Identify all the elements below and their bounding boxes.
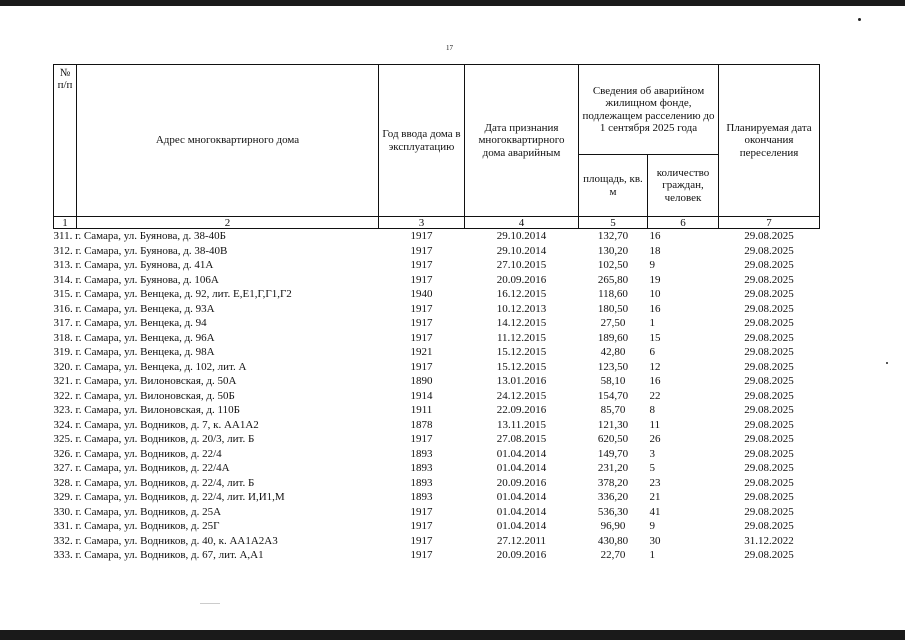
scan-speck <box>886 362 888 364</box>
cell-address <box>54 519 379 534</box>
cell-address <box>54 432 379 447</box>
cell-year: 1917 <box>410 302 433 315</box>
housing-table <box>53 64 820 563</box>
cell-address-text: г. Самара, ул. Водников, д. 40, к. АА1А2А3 <box>75 534 278 547</box>
cell-address <box>54 505 379 520</box>
cell-row-number: 319. <box>53 346 73 359</box>
cell-row-number: 321. <box>53 375 73 388</box>
cell-row-number: 329. <box>53 491 73 504</box>
cell-date: 27.10.2015 <box>496 259 547 272</box>
table-row <box>54 229 820 244</box>
cell-people: 11 <box>649 418 661 431</box>
scan-border-bottom <box>0 630 905 640</box>
cell-row-number: 324. <box>53 418 73 431</box>
cell-address-text: г. Самара, ул. Вилоновская, д. 50А <box>75 375 237 388</box>
cell-area: 620,50 <box>597 433 629 446</box>
cell-end-date: 29.08.2025 <box>744 462 794 475</box>
table-row <box>54 374 820 389</box>
cell-date: 01.04.2014 <box>496 491 547 504</box>
column-index: 6 <box>648 217 719 229</box>
cell-people: 8 <box>649 404 655 417</box>
table-row <box>54 302 820 317</box>
table-row <box>54 403 820 418</box>
cell-address-text: г. Самара, ул. Буянова, д. 38-40В <box>75 244 228 257</box>
header-year: Год ввода дома в эксплуатацию <box>379 65 465 217</box>
column-index: 7 <box>719 217 820 229</box>
cell-year: 1917 <box>410 259 433 272</box>
cell-date: 15.12.2015 <box>496 346 547 359</box>
cell-end-date: 29.08.2025 <box>744 259 794 272</box>
cell-people: 16 <box>649 230 661 243</box>
cell-people: 30 <box>649 534 661 547</box>
cell-address-text: г. Самара, ул. Водников, д. 20/3, лит. Б <box>75 433 255 446</box>
cell-address-text: г. Самара, ул. Водников, д. 22/4А <box>75 462 230 475</box>
cell-area: 378,20 <box>597 476 629 489</box>
table-row <box>54 345 820 360</box>
cell-end-date: 31.12.2022 <box>744 534 794 547</box>
header-num-label: № п/п <box>57 67 73 92</box>
cell-area: 189,60 <box>597 331 629 344</box>
cell-row-number: 333. <box>53 549 73 562</box>
cell-address <box>54 534 379 549</box>
column-index: 5 <box>579 217 648 229</box>
cell-row-number: 314. <box>53 273 73 286</box>
cell-people: 18 <box>649 244 661 257</box>
cell-date: 13.01.2016 <box>496 375 547 388</box>
cell-address <box>54 447 379 462</box>
cell-row-number: 313. <box>53 259 73 272</box>
cell-address <box>54 273 379 288</box>
scan-mark <box>200 603 220 604</box>
cell-end-date: 29.08.2025 <box>744 244 794 257</box>
cell-end-date: 29.08.2025 <box>744 404 794 417</box>
cell-row-number: 317. <box>53 317 73 330</box>
cell-row-number: 312. <box>53 244 73 257</box>
cell-address-text: г. Самара, ул. Буянова, д. 106А <box>75 273 219 286</box>
scan-border-top <box>0 0 905 6</box>
cell-area: 102,50 <box>597 259 629 272</box>
cell-year: 1893 <box>410 491 433 504</box>
cell-people: 26 <box>649 433 661 446</box>
cell-area: 130,20 <box>597 244 629 257</box>
cell-date: 27.12.2011 <box>496 534 547 547</box>
cell-end-date: 29.08.2025 <box>744 317 794 330</box>
cell-address-text: г. Самара, ул. Водников, д. 22/4, лит. И,И1,М <box>75 491 285 504</box>
cell-area: 430,80 <box>597 534 629 547</box>
cell-address <box>54 331 379 346</box>
cell-people: 16 <box>649 375 661 388</box>
header-planned-date: Планируемая дата окончания переселения <box>719 65 820 217</box>
cell-date: 29.10.2014 <box>496 244 547 257</box>
table-row <box>54 461 820 476</box>
cell-area: 132,70 <box>597 230 629 243</box>
cell-date: 29.10.2014 <box>496 230 547 243</box>
table-row <box>54 273 820 288</box>
table-row <box>54 505 820 520</box>
cell-address-text: г. Самара, ул. Водников, д. 22/4 <box>75 447 222 460</box>
cell-date: 27.08.2015 <box>496 433 547 446</box>
cell-year: 1917 <box>410 273 433 286</box>
table-row <box>54 389 820 404</box>
table-row <box>54 360 820 375</box>
cell-date: 14.12.2015 <box>496 317 547 330</box>
table-row <box>54 287 820 302</box>
cell-row-number: 326. <box>53 447 73 460</box>
table-row <box>54 534 820 549</box>
table-row <box>54 258 820 273</box>
cell-address <box>54 461 379 476</box>
table-row <box>54 490 820 505</box>
cell-address-text: г. Самара, ул. Вилоновская, д. 50Б <box>75 389 235 402</box>
cell-end-date: 29.08.2025 <box>744 491 794 504</box>
cell-address <box>54 287 379 302</box>
cell-area: 27,50 <box>600 317 626 330</box>
cell-people: 10 <box>649 288 661 301</box>
cell-end-date: 29.08.2025 <box>744 520 794 533</box>
cell-row-number: 331. <box>53 520 73 533</box>
cell-date: 11.12.2015 <box>496 331 547 344</box>
cell-row-number: 316. <box>53 302 73 315</box>
cell-people: 15 <box>649 331 661 344</box>
cell-area: 180,50 <box>597 302 629 315</box>
cell-address-text: г. Самара, ул. Вилоновская, д. 110Б <box>75 404 240 417</box>
cell-address-text: г. Самара, ул. Буянова, д. 41А <box>75 259 214 272</box>
table-row <box>54 476 820 491</box>
cell-people: 1 <box>649 317 655 330</box>
cell-address <box>54 374 379 389</box>
column-index: 2 <box>77 217 379 229</box>
cell-people: 9 <box>649 520 655 533</box>
cell-date: 01.04.2014 <box>496 462 547 475</box>
cell-people: 41 <box>649 505 661 518</box>
cell-address-text: г. Самара, ул. Венцека, д. 98А <box>75 346 215 359</box>
cell-row-number: 318. <box>53 331 73 344</box>
cell-row-number: 322. <box>53 389 73 402</box>
cell-people: 19 <box>649 273 661 286</box>
cell-year: 1917 <box>410 230 433 243</box>
cell-row-number: 320. <box>53 360 73 373</box>
cell-end-date: 29.08.2025 <box>744 447 794 460</box>
cell-area: 231,20 <box>597 462 629 475</box>
cell-address <box>54 490 379 505</box>
cell-address-text: г. Самара, ул. Венцека, д. 92, лит. Е,Е1,Г,Г1,Г2 <box>75 288 292 301</box>
cell-end-date: 29.08.2025 <box>744 360 794 373</box>
cell-end-date: 29.08.2025 <box>744 346 794 359</box>
cell-year: 1917 <box>410 534 433 547</box>
column-index: 4 <box>465 217 579 229</box>
table-row <box>54 316 820 331</box>
cell-date: 15.12.2015 <box>496 360 547 373</box>
header-area: площадь, кв. м <box>579 155 648 217</box>
cell-year: 1940 <box>410 288 433 301</box>
cell-row-number: 323. <box>53 404 73 417</box>
cell-year: 1917 <box>410 317 433 330</box>
cell-row-number: 311. <box>53 230 73 243</box>
cell-area: 265,80 <box>597 273 629 286</box>
cell-date: 20.09.2016 <box>496 549 547 562</box>
cell-area: 96,90 <box>600 520 626 533</box>
cell-address-text: г. Самара, ул. Водников, д. 7, к. АА1А2 <box>75 418 259 431</box>
cell-address-text: г. Самара, ул. Венцека, д. 102, лит. А <box>75 360 247 373</box>
header-address: Адрес многоквартирного дома <box>77 65 379 217</box>
cell-address <box>54 229 379 244</box>
cell-people: 23 <box>649 476 661 489</box>
cell-area: 149,70 <box>597 447 629 460</box>
cell-row-number: 330. <box>53 505 73 518</box>
cell-address <box>54 302 379 317</box>
cell-year: 1914 <box>410 389 433 402</box>
cell-end-date: 29.08.2025 <box>744 418 794 431</box>
cell-date: 20.09.2016 <box>496 273 547 286</box>
cell-people: 1 <box>649 549 655 562</box>
scan-speck <box>858 18 861 21</box>
cell-year: 1917 <box>410 520 433 533</box>
cell-end-date: 29.08.2025 <box>744 549 794 562</box>
cell-address <box>54 389 379 404</box>
cell-year: 1911 <box>410 404 433 417</box>
cell-area: 58,10 <box>600 375 626 388</box>
cell-address-text: г. Самара, ул. Водников, д. 25Г <box>75 520 220 533</box>
cell-end-date: 29.08.2025 <box>744 375 794 388</box>
cell-address <box>54 548 379 563</box>
cell-end-date: 29.08.2025 <box>744 230 794 243</box>
table-row <box>54 548 820 563</box>
column-index: 3 <box>379 217 465 229</box>
table-row <box>54 331 820 346</box>
cell-date: 10.12.2013 <box>496 302 547 315</box>
header-date-recognized: Дата признания многоквартирного дома аварийным <box>465 65 579 217</box>
cell-year: 1893 <box>410 447 433 460</box>
cell-end-date: 29.08.2025 <box>744 331 794 344</box>
cell-date: 13.11.2015 <box>496 418 547 431</box>
cell-row-number: 327. <box>53 462 73 475</box>
cell-address <box>54 403 379 418</box>
cell-date: 22.09.2016 <box>496 404 547 417</box>
cell-row-number: 328. <box>53 476 73 489</box>
cell-year: 1921 <box>410 346 433 359</box>
cell-address <box>54 360 379 375</box>
cell-end-date: 29.08.2025 <box>744 302 794 315</box>
cell-address-text: г. Самара, ул. Венцека, д. 94 <box>75 317 207 330</box>
cell-people: 9 <box>649 259 655 272</box>
cell-end-date: 29.08.2025 <box>744 476 794 489</box>
cell-year: 1917 <box>410 360 433 373</box>
cell-end-date: 29.08.2025 <box>744 389 794 402</box>
cell-date: 24.12.2015 <box>496 389 547 402</box>
cell-address <box>54 476 379 491</box>
cell-end-date: 29.08.2025 <box>744 433 794 446</box>
cell-year: 1917 <box>410 433 433 446</box>
page-number: 17 <box>446 44 453 52</box>
cell-people: 3 <box>649 447 655 460</box>
table-row <box>54 418 820 433</box>
cell-area: 85,70 <box>600 404 626 417</box>
header-residents: количество граждан, человек <box>648 155 719 217</box>
cell-year: 1917 <box>410 244 433 257</box>
cell-end-date: 29.08.2025 <box>744 505 794 518</box>
cell-row-number: 315. <box>53 288 73 301</box>
table-row <box>54 244 820 259</box>
header-emergency-info: Сведения об аварийном жилищном фонде, подлежащем расселению до 1 сентября 2025 года <box>579 65 719 155</box>
table-row <box>54 447 820 462</box>
cell-date: 01.04.2014 <box>496 520 547 533</box>
cell-people: 16 <box>649 302 661 315</box>
cell-area: 22,70 <box>600 549 626 562</box>
cell-area: 536,30 <box>597 505 629 518</box>
cell-address-text: г. Самара, ул. Водников, д. 22/4, лит. Б <box>75 476 255 489</box>
cell-area: 336,20 <box>597 491 629 504</box>
cell-area: 42,80 <box>600 346 626 359</box>
cell-year: 1893 <box>410 462 433 475</box>
cell-date: 20.09.2016 <box>496 476 547 489</box>
cell-end-date: 29.08.2025 <box>744 288 794 301</box>
cell-year: 1893 <box>410 476 433 489</box>
cell-address <box>54 418 379 433</box>
table-row <box>54 432 820 447</box>
cell-area: 154,70 <box>597 389 629 402</box>
cell-people: 5 <box>649 462 655 475</box>
table-body <box>54 229 820 563</box>
cell-year: 1917 <box>410 505 433 518</box>
table-row <box>54 519 820 534</box>
cell-people: 6 <box>649 346 655 359</box>
cell-date: 01.04.2014 <box>496 505 547 518</box>
header-num <box>54 65 77 217</box>
cell-date: 01.04.2014 <box>496 447 547 460</box>
cell-address-text: г. Самара, ул. Венцека, д. 93А <box>75 302 215 315</box>
cell-area: 121,30 <box>597 418 629 431</box>
cell-year: 1890 <box>410 375 433 388</box>
cell-row-number: 332. <box>53 534 73 547</box>
column-index: 1 <box>54 217 77 229</box>
cell-address-text: г. Самара, ул. Водников, д. 67, лит. А,А1 <box>75 549 264 562</box>
cell-address-text: г. Самара, ул. Буянова, д. 38-40Б <box>75 230 226 243</box>
cell-address <box>54 345 379 360</box>
cell-people: 22 <box>649 389 661 402</box>
cell-end-date: 29.08.2025 <box>744 273 794 286</box>
cell-address-text: г. Самара, ул. Водников, д. 25А <box>75 505 222 518</box>
cell-date: 16.12.2015 <box>496 288 547 301</box>
cell-year: 1878 <box>410 418 433 431</box>
cell-address <box>54 258 379 273</box>
cell-year: 1917 <box>410 331 433 344</box>
cell-address-text: г. Самара, ул. Венцека, д. 96А <box>75 331 215 344</box>
cell-people: 12 <box>649 360 661 373</box>
cell-people: 21 <box>649 491 661 504</box>
cell-row-number: 325. <box>53 433 73 446</box>
cell-address <box>54 316 379 331</box>
cell-address <box>54 244 379 259</box>
cell-area: 118,60 <box>598 288 628 301</box>
cell-area: 123,50 <box>597 360 629 373</box>
cell-year: 1917 <box>410 549 433 562</box>
